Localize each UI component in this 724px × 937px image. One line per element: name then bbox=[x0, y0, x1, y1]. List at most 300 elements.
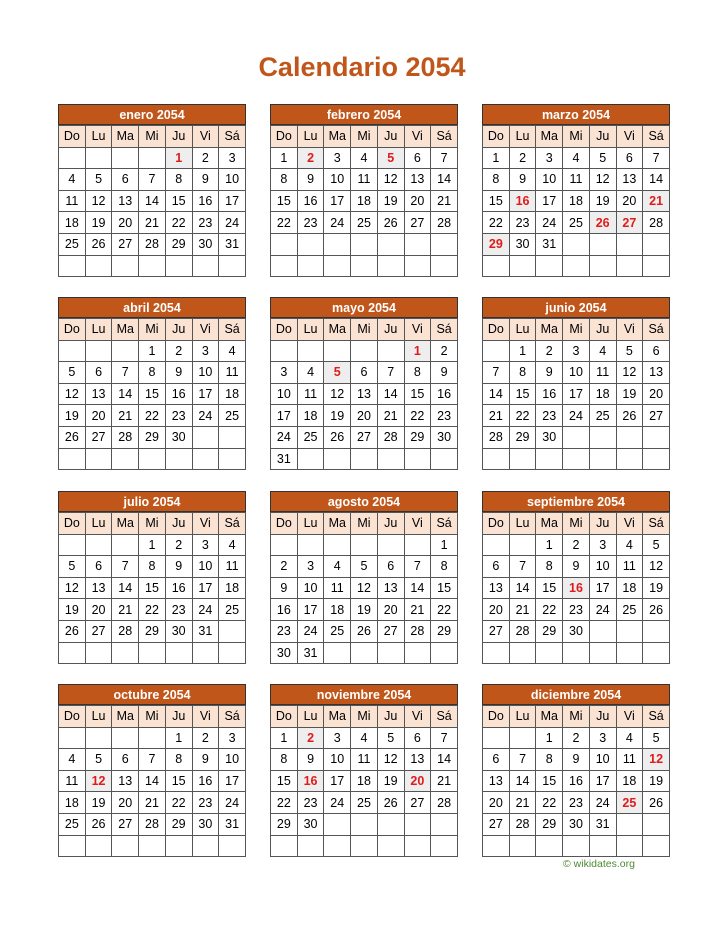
month-header: julio 2054 bbox=[58, 491, 246, 512]
day-cell: 29 bbox=[536, 620, 563, 642]
weekday-label: Mi bbox=[563, 706, 590, 728]
empty-cell bbox=[536, 642, 563, 664]
weekday-label: Mi bbox=[351, 319, 378, 341]
day-cell: 31 bbox=[271, 448, 298, 470]
empty-cell bbox=[483, 448, 510, 470]
day-cell: 13 bbox=[85, 577, 112, 599]
empty-cell bbox=[643, 835, 670, 857]
weekday-label: Vi bbox=[192, 126, 219, 148]
month-table bbox=[270, 125, 458, 277]
day-cell: 23 bbox=[192, 792, 219, 814]
empty-cell bbox=[616, 426, 643, 448]
day-cell: 15 bbox=[165, 190, 192, 212]
day-cell: 4 bbox=[219, 534, 246, 556]
day-cell: 24 bbox=[219, 792, 246, 814]
day-cell: 29 bbox=[431, 620, 458, 642]
day-cell: 12 bbox=[59, 383, 86, 405]
week-row bbox=[271, 362, 458, 384]
day-cell: 17 bbox=[219, 770, 246, 792]
week-row bbox=[271, 405, 458, 427]
month-header: marzo 2054 bbox=[482, 104, 670, 125]
week-row bbox=[483, 620, 670, 642]
day-cell: 1 bbox=[271, 147, 298, 169]
day-cell: 25 bbox=[563, 212, 590, 234]
day-cell: 10 bbox=[589, 749, 616, 771]
day-cell: 31 bbox=[219, 813, 246, 835]
day-cell: 1 bbox=[431, 534, 458, 556]
day-cell: 25 bbox=[351, 792, 378, 814]
day-cell: 18 bbox=[59, 792, 86, 814]
day-cell: 14 bbox=[377, 383, 404, 405]
day-cell: 6 bbox=[377, 556, 404, 578]
day-cell: 4 bbox=[351, 727, 378, 749]
weekday-label: Ju bbox=[589, 319, 616, 341]
week-row bbox=[483, 405, 670, 427]
day-cell: 21 bbox=[509, 599, 536, 621]
day-cell: 6 bbox=[85, 362, 112, 384]
month-8 bbox=[482, 491, 670, 664]
day-cell: 12 bbox=[643, 556, 670, 578]
day-cell: 18 bbox=[589, 383, 616, 405]
day-cell: 8 bbox=[536, 556, 563, 578]
weekday-label: Vi bbox=[404, 319, 431, 341]
day-cell: 20 bbox=[483, 599, 510, 621]
empty-cell bbox=[431, 233, 458, 255]
day-cell: 7 bbox=[377, 362, 404, 384]
day-cell: 25 bbox=[297, 426, 324, 448]
empty-cell bbox=[351, 534, 378, 556]
weekday-label: Ma bbox=[536, 319, 563, 341]
empty-cell bbox=[271, 340, 298, 362]
day-cell: 3 bbox=[324, 727, 351, 749]
empty-cell bbox=[297, 255, 324, 277]
empty-cell bbox=[165, 448, 192, 470]
day-cell: 17 bbox=[192, 383, 219, 405]
empty-cell bbox=[324, 233, 351, 255]
month-table bbox=[58, 512, 246, 664]
empty-cell bbox=[297, 233, 324, 255]
day-cell: 18 bbox=[219, 577, 246, 599]
empty-cell bbox=[297, 835, 324, 857]
day-cell: 21 bbox=[431, 770, 458, 792]
day-cell: 27 bbox=[377, 620, 404, 642]
empty-cell bbox=[589, 835, 616, 857]
day-cell: 12 bbox=[377, 749, 404, 771]
empty-cell bbox=[431, 255, 458, 277]
empty-cell bbox=[509, 534, 536, 556]
day-cell: 5 bbox=[643, 727, 670, 749]
week-row bbox=[483, 383, 670, 405]
week-row bbox=[483, 727, 670, 749]
day-cell: 26 bbox=[85, 233, 112, 255]
holiday-day-cell: 25 bbox=[616, 792, 643, 814]
empty-cell bbox=[139, 448, 166, 470]
day-cell: 21 bbox=[377, 405, 404, 427]
day-cell: 30 bbox=[509, 233, 536, 255]
day-cell: 13 bbox=[112, 770, 139, 792]
day-cell: 24 bbox=[192, 405, 219, 427]
day-cell: 2 bbox=[271, 556, 298, 578]
day-cell: 6 bbox=[112, 169, 139, 191]
week-row bbox=[483, 599, 670, 621]
month-header: abril 2054 bbox=[58, 297, 246, 318]
weekday-label: Mi bbox=[563, 126, 590, 148]
month-header: octubre 2054 bbox=[58, 684, 246, 705]
day-cell: 18 bbox=[616, 577, 643, 599]
empty-cell bbox=[589, 620, 616, 642]
weekday-label: Lu bbox=[509, 513, 536, 535]
month-table bbox=[58, 318, 246, 470]
weekday-label: Vi bbox=[616, 513, 643, 535]
month-7 bbox=[270, 491, 458, 664]
empty-cell bbox=[377, 642, 404, 664]
month-header: enero 2054 bbox=[58, 104, 246, 125]
week-row bbox=[59, 255, 246, 277]
day-cell: 24 bbox=[219, 212, 246, 234]
empty-cell bbox=[589, 448, 616, 470]
week-row bbox=[271, 835, 458, 857]
week-row bbox=[59, 383, 246, 405]
day-cell: 5 bbox=[616, 340, 643, 362]
empty-cell bbox=[563, 255, 590, 277]
empty-cell bbox=[59, 147, 86, 169]
empty-cell bbox=[85, 534, 112, 556]
day-cell: 15 bbox=[536, 770, 563, 792]
empty-cell bbox=[404, 642, 431, 664]
empty-cell bbox=[112, 534, 139, 556]
day-cell: 28 bbox=[643, 212, 670, 234]
day-cell: 14 bbox=[431, 749, 458, 771]
day-cell: 26 bbox=[643, 792, 670, 814]
day-cell: 13 bbox=[112, 190, 139, 212]
day-cell: 6 bbox=[85, 556, 112, 578]
day-cell: 5 bbox=[643, 534, 670, 556]
week-row bbox=[483, 577, 670, 599]
weekday-label: Do bbox=[59, 319, 86, 341]
empty-cell bbox=[324, 340, 351, 362]
day-cell: 25 bbox=[219, 405, 246, 427]
week-row bbox=[59, 426, 246, 448]
day-cell: 24 bbox=[563, 405, 590, 427]
empty-cell bbox=[616, 642, 643, 664]
week-row bbox=[271, 448, 458, 470]
day-cell: 11 bbox=[59, 190, 86, 212]
empty-cell bbox=[483, 835, 510, 857]
day-cell: 14 bbox=[139, 190, 166, 212]
day-cell: 14 bbox=[509, 770, 536, 792]
day-cell: 20 bbox=[85, 599, 112, 621]
day-cell: 28 bbox=[483, 426, 510, 448]
weekday-label: Sá bbox=[643, 319, 670, 341]
month-9 bbox=[58, 684, 246, 857]
day-cell: 28 bbox=[139, 233, 166, 255]
empty-cell bbox=[616, 448, 643, 470]
empty-cell bbox=[297, 340, 324, 362]
empty-cell bbox=[59, 835, 86, 857]
empty-cell bbox=[112, 340, 139, 362]
weekday-label: Ma bbox=[112, 126, 139, 148]
day-cell: 13 bbox=[483, 770, 510, 792]
day-cell: 20 bbox=[112, 792, 139, 814]
holiday-day-cell: 26 bbox=[589, 212, 616, 234]
empty-cell bbox=[219, 642, 246, 664]
empty-cell bbox=[59, 448, 86, 470]
empty-cell bbox=[563, 642, 590, 664]
weekday-label: Lu bbox=[509, 126, 536, 148]
day-cell: 15 bbox=[404, 383, 431, 405]
empty-cell bbox=[59, 534, 86, 556]
weekday-row bbox=[59, 706, 246, 728]
day-cell: 19 bbox=[377, 190, 404, 212]
weekday-label: Do bbox=[483, 513, 510, 535]
day-cell: 11 bbox=[219, 556, 246, 578]
day-cell: 30 bbox=[297, 813, 324, 835]
empty-cell bbox=[351, 255, 378, 277]
weekday-label: Sá bbox=[431, 126, 458, 148]
day-cell: 27 bbox=[404, 212, 431, 234]
day-cell: 25 bbox=[219, 599, 246, 621]
empty-cell bbox=[271, 835, 298, 857]
day-cell: 1 bbox=[536, 727, 563, 749]
month-header: agosto 2054 bbox=[270, 491, 458, 512]
empty-cell bbox=[59, 340, 86, 362]
empty-cell bbox=[112, 835, 139, 857]
empty-cell bbox=[643, 448, 670, 470]
weekday-label: Ma bbox=[112, 706, 139, 728]
day-cell: 5 bbox=[59, 362, 86, 384]
day-cell: 20 bbox=[404, 190, 431, 212]
holiday-day-cell: 16 bbox=[509, 190, 536, 212]
weekday-label: Sá bbox=[219, 513, 246, 535]
day-cell: 28 bbox=[112, 426, 139, 448]
month-header: diciembre 2054 bbox=[482, 684, 670, 705]
day-cell: 11 bbox=[351, 169, 378, 191]
weekday-label: Mi bbox=[139, 319, 166, 341]
day-cell: 15 bbox=[139, 577, 166, 599]
day-cell: 25 bbox=[589, 405, 616, 427]
day-cell: 22 bbox=[509, 405, 536, 427]
weekday-label: Mi bbox=[139, 126, 166, 148]
day-cell: 10 bbox=[589, 556, 616, 578]
day-cell: 3 bbox=[271, 362, 298, 384]
day-cell: 1 bbox=[139, 340, 166, 362]
weekday-label: Sá bbox=[219, 319, 246, 341]
week-row bbox=[271, 727, 458, 749]
day-cell: 8 bbox=[271, 169, 298, 191]
day-cell: 1 bbox=[139, 534, 166, 556]
week-row bbox=[59, 770, 246, 792]
empty-cell bbox=[112, 255, 139, 277]
day-cell: 27 bbox=[483, 813, 510, 835]
day-cell: 15 bbox=[165, 770, 192, 792]
day-cell: 8 bbox=[139, 362, 166, 384]
holiday-day-cell: 16 bbox=[297, 770, 324, 792]
empty-cell bbox=[324, 534, 351, 556]
empty-cell bbox=[297, 534, 324, 556]
day-cell: 2 bbox=[165, 534, 192, 556]
day-cell: 7 bbox=[139, 169, 166, 191]
holiday-day-cell: 5 bbox=[377, 147, 404, 169]
empty-cell bbox=[271, 255, 298, 277]
day-cell: 26 bbox=[643, 599, 670, 621]
day-cell: 9 bbox=[297, 749, 324, 771]
empty-cell bbox=[431, 642, 458, 664]
weekday-label: Vi bbox=[616, 126, 643, 148]
weekday-row bbox=[483, 126, 670, 148]
day-cell: 4 bbox=[219, 340, 246, 362]
week-row bbox=[59, 749, 246, 771]
empty-cell bbox=[483, 255, 510, 277]
empty-cell bbox=[85, 255, 112, 277]
day-cell: 21 bbox=[404, 599, 431, 621]
week-row bbox=[483, 835, 670, 857]
empty-cell bbox=[219, 426, 246, 448]
day-cell: 8 bbox=[404, 362, 431, 384]
empty-cell bbox=[431, 835, 458, 857]
month-10 bbox=[270, 684, 458, 857]
day-cell: 6 bbox=[483, 749, 510, 771]
weekday-label: Lu bbox=[85, 126, 112, 148]
month-3 bbox=[58, 297, 246, 470]
weekday-label: Lu bbox=[297, 126, 324, 148]
weekday-row bbox=[59, 126, 246, 148]
empty-cell bbox=[377, 340, 404, 362]
day-cell: 13 bbox=[404, 169, 431, 191]
day-cell: 7 bbox=[509, 556, 536, 578]
day-cell: 11 bbox=[616, 749, 643, 771]
empty-cell bbox=[589, 426, 616, 448]
empty-cell bbox=[404, 534, 431, 556]
weekday-label: Vi bbox=[616, 319, 643, 341]
day-cell: 5 bbox=[85, 749, 112, 771]
weekday-label: Lu bbox=[85, 513, 112, 535]
day-cell: 12 bbox=[616, 362, 643, 384]
weekday-label: Ju bbox=[165, 319, 192, 341]
day-cell: 16 bbox=[563, 770, 590, 792]
day-cell: 12 bbox=[351, 577, 378, 599]
day-cell: 24 bbox=[324, 792, 351, 814]
day-cell: 8 bbox=[536, 749, 563, 771]
day-cell: 2 bbox=[192, 147, 219, 169]
day-cell: 17 bbox=[219, 190, 246, 212]
day-cell: 7 bbox=[404, 556, 431, 578]
weekday-label: Ma bbox=[536, 126, 563, 148]
day-cell: 3 bbox=[192, 340, 219, 362]
month-0 bbox=[58, 104, 246, 277]
day-cell: 4 bbox=[297, 362, 324, 384]
weekday-row bbox=[483, 513, 670, 535]
day-cell: 1 bbox=[165, 727, 192, 749]
day-cell: 16 bbox=[165, 577, 192, 599]
weekday-label: Do bbox=[59, 126, 86, 148]
empty-cell bbox=[377, 534, 404, 556]
weekday-label: Mi bbox=[139, 513, 166, 535]
week-row bbox=[59, 405, 246, 427]
day-cell: 8 bbox=[509, 362, 536, 384]
day-cell: 20 bbox=[85, 405, 112, 427]
month-table bbox=[270, 705, 458, 857]
day-cell: 31 bbox=[192, 620, 219, 642]
week-row bbox=[271, 233, 458, 255]
month-header: mayo 2054 bbox=[270, 297, 458, 318]
day-cell: 6 bbox=[643, 340, 670, 362]
empty-cell bbox=[351, 448, 378, 470]
weekday-label: Do bbox=[59, 513, 86, 535]
week-row bbox=[271, 813, 458, 835]
day-cell: 15 bbox=[271, 190, 298, 212]
day-cell: 27 bbox=[112, 233, 139, 255]
day-cell: 3 bbox=[219, 147, 246, 169]
day-cell: 25 bbox=[324, 620, 351, 642]
week-row bbox=[483, 362, 670, 384]
day-cell: 24 bbox=[536, 212, 563, 234]
empty-cell bbox=[192, 426, 219, 448]
day-cell: 29 bbox=[509, 426, 536, 448]
day-cell: 24 bbox=[192, 599, 219, 621]
day-cell: 24 bbox=[271, 426, 298, 448]
empty-cell bbox=[112, 727, 139, 749]
week-row bbox=[483, 556, 670, 578]
week-row bbox=[271, 642, 458, 664]
weekday-label: Do bbox=[271, 126, 298, 148]
weekday-label: Do bbox=[483, 319, 510, 341]
empty-cell bbox=[112, 642, 139, 664]
day-cell: 13 bbox=[85, 383, 112, 405]
day-cell: 18 bbox=[351, 190, 378, 212]
empty-cell bbox=[643, 255, 670, 277]
empty-cell bbox=[219, 835, 246, 857]
empty-cell bbox=[192, 835, 219, 857]
day-cell: 28 bbox=[431, 792, 458, 814]
day-cell: 16 bbox=[431, 383, 458, 405]
holiday-day-cell: 1 bbox=[404, 340, 431, 362]
week-row bbox=[483, 534, 670, 556]
day-cell: 15 bbox=[509, 383, 536, 405]
day-cell: 11 bbox=[219, 362, 246, 384]
weekday-label: Sá bbox=[219, 706, 246, 728]
week-row bbox=[59, 212, 246, 234]
day-cell: 3 bbox=[563, 340, 590, 362]
day-cell: 15 bbox=[139, 383, 166, 405]
day-cell: 5 bbox=[59, 556, 86, 578]
day-cell: 25 bbox=[59, 813, 86, 835]
credit-text: © wikidates.org bbox=[563, 858, 635, 870]
day-cell: 13 bbox=[377, 577, 404, 599]
day-cell: 11 bbox=[324, 577, 351, 599]
weekday-label: Mi bbox=[351, 706, 378, 728]
empty-cell bbox=[509, 255, 536, 277]
holiday-day-cell: 27 bbox=[616, 212, 643, 234]
day-cell: 21 bbox=[431, 190, 458, 212]
holiday-day-cell: 12 bbox=[643, 749, 670, 771]
day-cell: 11 bbox=[351, 749, 378, 771]
week-row bbox=[59, 534, 246, 556]
empty-cell bbox=[404, 835, 431, 857]
day-cell: 25 bbox=[351, 212, 378, 234]
day-cell: 16 bbox=[536, 383, 563, 405]
day-cell: 12 bbox=[59, 577, 86, 599]
weekday-label: Lu bbox=[85, 706, 112, 728]
day-cell: 18 bbox=[59, 212, 86, 234]
weekday-label: Mi bbox=[563, 513, 590, 535]
day-cell: 22 bbox=[139, 405, 166, 427]
day-cell: 1 bbox=[483, 147, 510, 169]
day-cell: 22 bbox=[271, 212, 298, 234]
week-row bbox=[271, 749, 458, 771]
week-row bbox=[59, 727, 246, 749]
day-cell: 10 bbox=[297, 577, 324, 599]
day-cell: 21 bbox=[483, 405, 510, 427]
